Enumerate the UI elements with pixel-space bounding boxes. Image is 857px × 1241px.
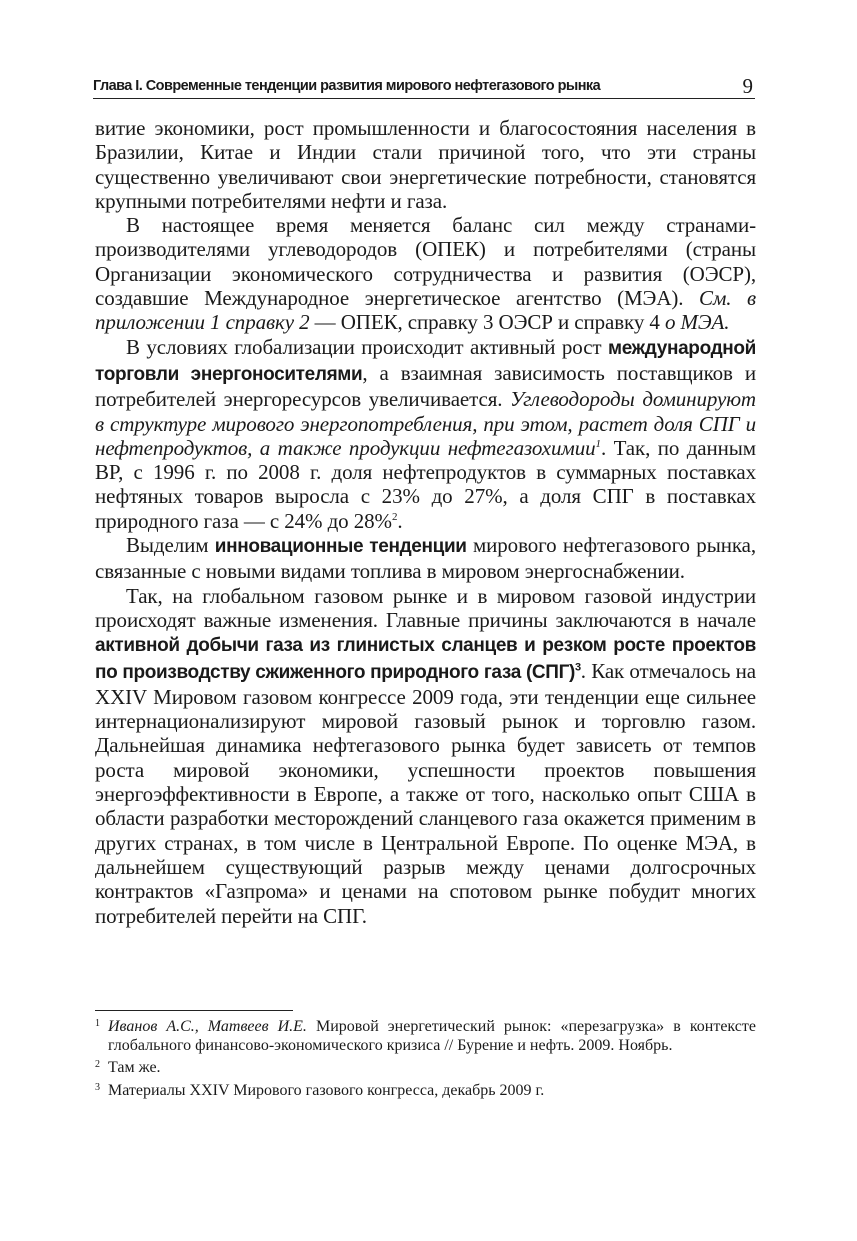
paragraph-3-end: . [397,508,403,533]
appendix-reference: См. в приложении 1 справку 2 [95,286,756,335]
footnote-ref-2: 2 [391,510,398,523]
page-number: 9 [742,74,753,98]
paragraph-5-tail: . Как отмечалось на XXIV Мировом газовом конгрессе 2009 года, эти тенденции еще сильнее интернационализируют мировой газовый рынок и торговлю газом. Дальнейшая динамика нефтегазового рынка будет зависеть от темпов роста мировой экономики, успешности проектов повышения энергоэффективности в Европе, а также от того, насколько опыт США в области разработки месторождений сланцевого газа окажется применим в других странах, в том числе в Центральной Европе. По оценке МЭА, в дальнейшем существующий разрыв между ценами долгосрочных контрактов «Газпрома» и ценами на спотовом рынке побудит многих потребителей перейти на СПГ. [95,658,756,928]
paragraph-3 [95,335,756,533]
paragraph-3-lead: В условиях глобализации происходит активный рост [126,334,609,359]
footnote-2 [95,1058,756,1077]
paragraph-1 [95,116,756,213]
footnote-1 [95,1017,756,1055]
main-text [95,116,756,928]
paragraph-4-bold-term: инновационные тенденции [214,536,467,558]
paragraph-1-text: витие экономики, рост промышленности и благосостояния населения в Бразилии, Китае и Индии стали причиной того, что эти страны существенно увеличивают свои энергетические потребности, становятся крупными потребителями нефти и газа. [95,116,756,213]
appendix-reference-end: о МЭА. [664,310,730,335]
paragraph-3-bold-term: международной торговли энергоносителями [95,337,756,385]
footnote-1-number: 1 [95,1018,100,1029]
chapter-title: Глава I. Современные тенденции развития мирового нефтегазового рынка [93,78,601,94]
footnote-3 [95,1081,756,1100]
paragraph-3-tail: . Так, по данным BP, с 1996 г. по 2008 г. доля нефтепродуктов в суммарных поставках нефтяных товаров выросла с 23% до 27%, а доля СПГ в поставках природного газа — с 24% до 28% [95,435,756,533]
footnote-3-number: 3 [95,1081,100,1093]
running-header [93,74,755,99]
paragraph-5 [95,584,756,928]
paragraph-3-mid: , а взаимная зависимость поставщиков и потребителей энергоресурсов увеличивается. [95,360,757,412]
footnote-2-number: 2 [95,1059,100,1071]
footnotes [95,1017,756,1103]
paragraph-4 [95,533,756,584]
footnote-3-text: Материалы XXIV Мирового газового конгресса, декабрь 2009 г. [108,1081,545,1099]
paragraph-4-lead: Выделим [126,533,215,558]
paragraph-5-bold-term: активной добычи газа из глинистых сланцев и резком росте проектов по производству сжиженного природного газа (СПГ) [95,635,756,683]
footnote-1-text: Мировой энергетический рынок: «перезагрузка» в контексте глобального финансово-экономического кризиса // Бурение и нефть. 2009. Ноябрь. [108,1018,757,1055]
paragraph-2-text: В настоящее время меняется баланс сил между странами-производителями углеводородов (ОПЕК) и потребителями (страны Организации экономического сотрудничества и развития (ОЭСР), создавшие Международное энергетическое агентство (МЭА). [95,213,756,311]
footnote-2-text: Там же. [108,1059,161,1077]
footnote-ref-3: 3 [575,661,581,674]
paragraph-2 [95,213,756,334]
paragraph-5-lead: Так, на глобальном газовом рынке и в мировом газовой индустрии происходят важные изменения. Главные причины заключаются в начале [95,583,756,632]
paragraph-4-tail: мирового нефтегазового рынка, связанные с новыми видами топлива в мировом энергоснабжении. [95,533,756,584]
footnote-1-authors: Иванов А.С., Матвеев И.Е. [108,1018,307,1035]
appendix-reference-mid: — ОПЕК, справку 3 ОЭСР и справку 4 [309,310,665,335]
footnote-ref-1: 1 [595,437,601,450]
paragraph-3-italic: Углеводороды доминируют в структуре мирового энергопотребления, при этом, растет доля СПГ и нефтепродуктов, а также продукции нефтегазохимии [95,387,756,460]
footnote-divider [95,1010,293,1011]
